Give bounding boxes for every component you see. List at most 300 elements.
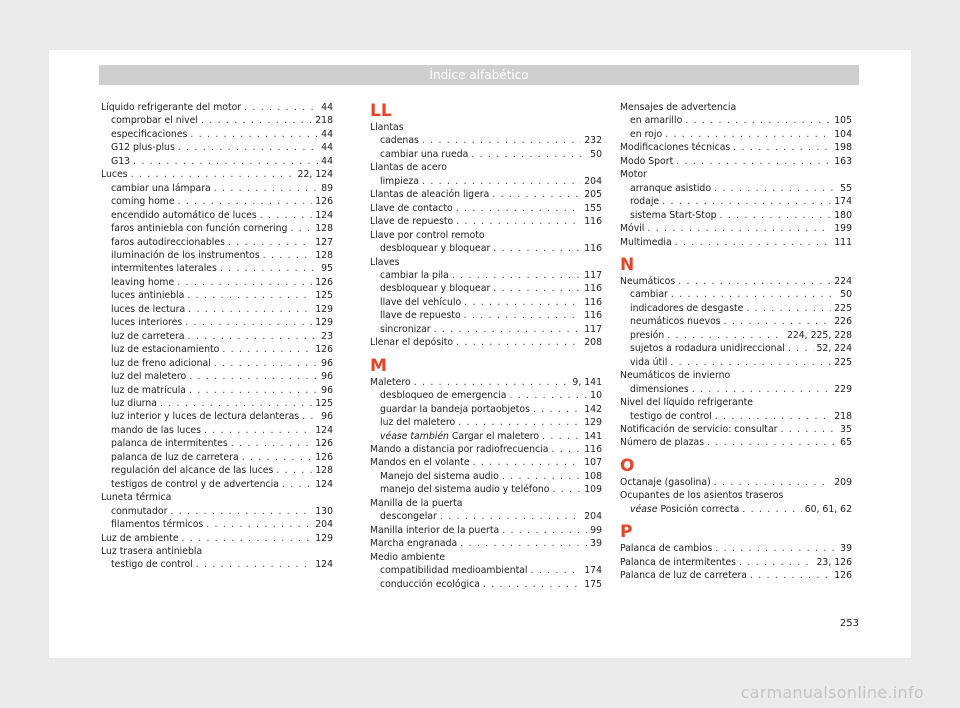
entry-label: Palanca de luz de carretera — [620, 570, 747, 582]
page-reference: 225 — [834, 356, 852, 368]
dot-leader — [220, 262, 318, 275]
entry-label: Maletero — [370, 376, 411, 388]
entry-label: cadenas — [380, 135, 419, 147]
dot-leader — [483, 578, 581, 591]
page-reference: 23 — [321, 330, 333, 342]
index-entry — [620, 275, 852, 288]
entry-label — [630, 503, 739, 516]
section-letter: P — [620, 522, 633, 543]
entry-label: desbloqueo de emergencia — [380, 390, 507, 402]
page-reference: 142 — [584, 403, 602, 415]
page-reference: 99 — [590, 524, 602, 536]
dot-leader — [214, 357, 318, 370]
index-heading: Motor — [620, 169, 647, 181]
dot-leader — [542, 430, 581, 443]
page-reference: 111 — [834, 236, 852, 248]
dot-leader — [473, 456, 582, 469]
dot-leader — [493, 242, 581, 255]
dot-leader — [244, 101, 318, 114]
page-reference: 218 — [315, 115, 333, 127]
dot-leader — [665, 128, 831, 141]
page-reference: 126 — [315, 451, 333, 463]
index-subentry — [370, 175, 602, 188]
entry-label: sujetos a rodadura unidireccional — [630, 343, 785, 355]
entry-label: luz interior y luces de lectura delanteras — [111, 411, 300, 423]
entry-label: luces antiniebla — [111, 290, 185, 302]
entry-label: especificaciones — [111, 128, 188, 140]
dot-leader — [222, 343, 312, 356]
index-entry — [620, 423, 852, 436]
page-reference: 218 — [834, 410, 852, 422]
entry-label: Luces — [101, 169, 128, 181]
entry-text: Cargar el maletero — [451, 430, 540, 442]
page-reference: 10 — [590, 390, 602, 402]
index-subentry — [101, 343, 333, 356]
page-reference: 60, 61, 62 — [804, 503, 852, 515]
entry-label: faros antiniebla con función cornering — [111, 223, 288, 235]
entry-label: luz diurna — [111, 397, 157, 409]
page-reference: 107 — [584, 457, 602, 469]
index-subentry — [620, 114, 852, 127]
entry-label: en amarillo — [630, 115, 683, 127]
entry-text: Posición correcta — [660, 503, 740, 515]
index-column-1 — [101, 101, 333, 572]
index-subentry — [101, 182, 333, 195]
entry-label: conducción ecológica — [380, 578, 480, 590]
index-entry — [620, 222, 852, 235]
index-entry — [370, 188, 602, 201]
entry-label: testigo de control — [630, 410, 712, 422]
page-reference: 204 — [584, 175, 602, 187]
page-reference: 224 — [834, 275, 852, 287]
index-heading: Medio ambiente — [370, 551, 446, 563]
index-subentry — [101, 262, 333, 275]
dot-leader — [464, 296, 581, 309]
dot-leader — [750, 569, 831, 582]
entry-label: Multimedia — [620, 236, 672, 248]
entry-label: manejo del sistema audio y teléfono — [380, 484, 550, 496]
entry-label: testigos de control y de advertencia — [111, 478, 279, 490]
entry-label: Móvil — [620, 223, 645, 235]
entry-label: descongelar — [380, 511, 437, 523]
page-reference: 96 — [321, 357, 333, 369]
dot-leader — [182, 532, 313, 545]
page-reference: 128 — [315, 223, 333, 235]
page-reference: 117 — [584, 323, 602, 335]
entry-label: rodaje — [630, 196, 660, 208]
dot-leader — [724, 315, 832, 328]
index-entry — [370, 376, 602, 389]
entry-label: neumáticos nuevos — [630, 316, 721, 328]
dot-leader — [492, 188, 581, 201]
entry-label: presión — [630, 329, 665, 341]
dot-leader — [552, 483, 581, 496]
dot-leader — [276, 464, 312, 477]
index-subentry — [370, 403, 602, 416]
index-entry — [620, 236, 852, 249]
index-subentry — [370, 282, 602, 295]
page-reference: 175 — [584, 578, 602, 590]
index-subentry — [370, 148, 602, 161]
index-subentry — [620, 329, 852, 342]
entry-label: luz del maletero — [380, 417, 456, 429]
dot-leader — [228, 236, 312, 249]
page-reference: 124 — [315, 478, 333, 490]
index-subentry — [101, 384, 333, 397]
entry-label: Neumáticos — [620, 275, 676, 287]
page-reference: 55 — [840, 182, 852, 194]
index-subentry — [370, 430, 602, 443]
dot-leader — [493, 282, 581, 295]
section-letter: M — [370, 355, 387, 376]
page-reference: 174 — [584, 565, 602, 577]
index-heading: Mensajes de advertencia — [620, 102, 737, 113]
entry-label: luz de estacionamiento — [111, 344, 220, 356]
page-reference: 124 — [315, 209, 333, 221]
page-reference: 126 — [315, 276, 333, 288]
index-entry — [620, 436, 852, 449]
entry-label: G13 — [111, 155, 131, 167]
dot-leader — [178, 141, 318, 154]
dot-leader — [242, 451, 313, 464]
index-subentry — [101, 558, 333, 571]
entry-label: llave de repuesto — [380, 310, 461, 322]
index-subentry — [101, 451, 333, 464]
entry-label: G12 plus-plus — [111, 142, 175, 154]
index-entry — [370, 202, 602, 215]
page-reference: 95 — [321, 263, 333, 275]
page-reference: 124 — [315, 559, 333, 571]
dot-leader — [670, 356, 831, 369]
entry-label: guardar la bandeja portaobjetos — [380, 403, 530, 415]
entry-label: arranque asistido — [630, 182, 712, 194]
dot-leader — [131, 168, 295, 181]
page-reference: 126 — [315, 438, 333, 450]
index-subentry — [370, 269, 602, 282]
dot-leader — [662, 195, 831, 208]
page-reference: 174 — [834, 196, 852, 208]
index-subentry — [370, 416, 602, 429]
page-reference: 129 — [584, 417, 602, 429]
page-reference: 125 — [315, 290, 333, 302]
entry-label: encendido automático de luces — [111, 209, 257, 221]
dot-leader — [742, 503, 801, 516]
index-subentry — [370, 578, 602, 591]
page-reference: 229 — [834, 383, 852, 395]
page-reference: 116 — [584, 443, 602, 455]
dot-leader — [707, 436, 837, 449]
watermark: carmanualsonline.info — [740, 683, 924, 702]
entry-label: Manejo del sistema audio — [380, 470, 499, 482]
dot-leader — [531, 564, 582, 577]
entry-label: en rojo — [630, 128, 663, 140]
entry-label: Llave de contacto — [370, 202, 453, 214]
page-reference: 232 — [584, 135, 602, 147]
page-reference: 44 — [321, 128, 333, 140]
index-heading: Ocupantes de los asientos traseros — [620, 490, 784, 502]
dot-leader — [188, 330, 319, 343]
page-reference: 39 — [840, 543, 852, 555]
entry-label: luz del maletero — [111, 371, 187, 383]
entry-label: Llave de repuesto — [370, 216, 454, 228]
entry-label: cambiar la pila — [380, 269, 449, 281]
page-reference: 209 — [834, 476, 852, 488]
page-reference: 96 — [321, 371, 333, 383]
index-subentry — [620, 128, 852, 141]
dot-leader — [746, 302, 831, 315]
dot-leader — [170, 505, 312, 518]
entry-label: desbloquear y bloquear — [380, 283, 491, 295]
dot-leader — [460, 537, 587, 550]
entry-label: palanca de luz de carretera — [111, 451, 239, 463]
index-subentry — [101, 357, 333, 370]
page-reference: 9, 141 — [572, 376, 602, 388]
index-subentry — [620, 383, 852, 396]
entry-label: Marcha engranada — [370, 538, 458, 550]
dot-leader — [685, 114, 831, 127]
dot-leader — [201, 114, 312, 127]
page-reference: 96 — [321, 411, 333, 423]
dot-leader — [414, 376, 570, 389]
index-entry — [620, 556, 852, 569]
page-reference: 44 — [321, 155, 333, 167]
entry-label: intermitentes laterales — [111, 263, 217, 275]
dot-leader — [675, 236, 832, 249]
dot-leader — [187, 289, 312, 302]
page-reference: 208 — [584, 337, 602, 349]
page-reference: 130 — [315, 505, 333, 517]
entry-label: llave del vehículo — [380, 296, 462, 308]
dot-leader — [714, 182, 837, 195]
entry-label: faros autodireccionables — [111, 236, 225, 248]
entry-label: luz de freno adicional — [111, 357, 211, 369]
index-subentry — [620, 182, 852, 195]
page-header: Índice alfabético — [99, 65, 859, 85]
dot-leader — [692, 383, 832, 396]
page-reference: 126 — [315, 196, 333, 208]
index-subentry — [370, 470, 602, 483]
entry-label: coming home — [111, 196, 175, 208]
page-reference: 226 — [834, 316, 852, 328]
dot-leader — [282, 478, 312, 491]
index-subentry — [620, 315, 852, 328]
dot-leader — [715, 410, 831, 423]
see-also-label: véase también — [380, 430, 449, 442]
dot-leader — [678, 275, 831, 288]
page-reference: 44 — [321, 142, 333, 154]
dot-leader — [133, 155, 318, 168]
index-heading: Llantas — [370, 122, 404, 133]
dot-leader — [647, 222, 831, 235]
index-subentry — [101, 505, 333, 518]
index-heading: Manilla de la puerta — [370, 497, 463, 509]
entry-label: Mando a distancia por radiofrecuencia — [370, 443, 549, 455]
index-subentry — [101, 303, 333, 316]
dot-leader — [189, 370, 318, 383]
index-subentry — [101, 330, 333, 343]
index-heading: Llantas de acero — [370, 162, 447, 174]
entry-label: sincronizar — [380, 323, 431, 335]
index-subentry — [620, 410, 852, 423]
index-entry — [620, 542, 852, 555]
page-reference: 224, 225, 228 — [786, 329, 852, 341]
dot-leader — [302, 410, 318, 423]
dot-leader — [214, 182, 318, 195]
dot-leader — [204, 424, 312, 437]
page-reference: 180 — [834, 209, 852, 221]
index-entry — [370, 336, 602, 349]
index-subentry — [101, 141, 333, 154]
dot-leader — [788, 342, 814, 355]
index-entry — [620, 141, 852, 154]
page-reference: 96 — [321, 384, 333, 396]
entry-label: Notificación de servicio: consultar — [620, 423, 778, 435]
dot-leader — [290, 222, 312, 235]
dot-leader — [676, 155, 831, 168]
page-reference: 117 — [584, 269, 602, 281]
page-reference: 205 — [584, 189, 602, 201]
entry-label: Manilla interior de la puerta — [370, 524, 500, 536]
index-subentry — [101, 478, 333, 491]
index-subentry — [370, 564, 602, 577]
dot-leader — [720, 209, 832, 222]
dot-leader — [434, 323, 582, 336]
dot-leader — [502, 470, 581, 483]
dot-leader — [260, 209, 313, 222]
page-reference: 50 — [590, 148, 602, 160]
page-reference: 125 — [315, 397, 333, 409]
entry-label: Número de plazas — [620, 437, 705, 449]
entry-label: conmutador — [111, 505, 168, 517]
entry-label: Llenar el depósito — [370, 337, 454, 349]
page-reference: 163 — [834, 155, 852, 167]
page-reference: 39 — [590, 538, 602, 550]
index-column-3 — [620, 101, 852, 583]
dot-leader — [190, 128, 318, 141]
dot-leader — [422, 175, 581, 188]
entry-label: leaving home — [111, 276, 175, 288]
index-subentry — [101, 128, 333, 141]
entry-label: limpieza — [380, 175, 420, 187]
index-subentry — [370, 296, 602, 309]
entry-label: cambiar una rueda — [380, 148, 469, 160]
entry-label: sistema Start-Stop — [630, 209, 717, 221]
index-subentry — [370, 389, 602, 402]
index-entry — [101, 101, 333, 114]
dot-leader — [458, 416, 581, 429]
entry-label: luz de carretera — [111, 330, 185, 342]
index-subentry — [101, 424, 333, 437]
page-reference: 128 — [315, 465, 333, 477]
index-subentry — [101, 155, 333, 168]
entry-label: luces interiores — [111, 317, 183, 329]
page-reference: 225 — [834, 302, 852, 314]
dot-leader — [440, 510, 581, 523]
index-entry — [620, 476, 852, 489]
dot-leader — [739, 556, 813, 569]
index-entry — [370, 537, 602, 550]
entry-label: regulación del alcance de las luces — [111, 465, 274, 477]
index-subentry — [101, 518, 333, 531]
index-entry — [101, 532, 333, 545]
dot-leader — [231, 437, 313, 450]
dot-leader — [733, 141, 831, 154]
index-subentry — [101, 209, 333, 222]
entry-label: comprobar el nivel — [111, 115, 198, 127]
dot-leader — [263, 249, 313, 262]
page-reference: 50 — [840, 289, 852, 301]
index-entry — [620, 569, 852, 582]
page-reference: 128 — [315, 249, 333, 261]
see-also-label: véase — [630, 503, 658, 515]
index-subentry — [620, 503, 852, 516]
index-subentry — [101, 236, 333, 249]
index-heading: Llaves — [370, 256, 400, 268]
page-reference: 116 — [584, 243, 602, 255]
entry-label: indicadores de desgaste — [630, 302, 744, 314]
index-heading: Luz trasera antiniebla — [101, 545, 203, 557]
page-reference: 23, 126 — [816, 556, 852, 568]
page-reference: 129 — [315, 532, 333, 544]
entry-label: luz de matrícula — [111, 384, 186, 396]
dot-leader — [464, 309, 582, 322]
page-reference: 198 — [834, 142, 852, 154]
index-subentry — [101, 437, 333, 450]
entry-label: dimensiones — [630, 383, 689, 395]
page-reference: 116 — [584, 283, 602, 295]
dot-leader — [456, 202, 582, 215]
section-letter: N — [620, 254, 635, 275]
index-subentry — [620, 195, 852, 208]
page-reference: 108 — [584, 470, 602, 482]
index-entry — [620, 155, 852, 168]
index-subentry — [101, 289, 333, 302]
entry-label: palanca de intermitentes — [111, 438, 228, 450]
page-reference: 141 — [584, 430, 602, 442]
dot-leader — [502, 524, 587, 537]
page-reference: 204 — [584, 511, 602, 523]
dot-leader — [185, 316, 312, 329]
index-subentry — [370, 242, 602, 255]
page-number: 253 — [839, 618, 859, 629]
page-reference: 105 — [834, 115, 852, 127]
index-entry — [370, 215, 602, 228]
index-subentry — [620, 302, 852, 315]
page-reference: 127 — [315, 236, 333, 248]
dot-leader — [671, 288, 837, 301]
dot-leader — [189, 384, 318, 397]
index-subentry — [101, 222, 333, 235]
index-subentry — [101, 114, 333, 127]
page-reference: 109 — [584, 484, 602, 496]
index-subentry — [101, 249, 333, 262]
index-entry — [370, 456, 602, 469]
index-subentry — [370, 309, 602, 322]
index-subentry — [370, 323, 602, 336]
index-subentry — [370, 510, 602, 523]
page-reference: 52, 224 — [816, 343, 852, 355]
entry-label: Modificaciones técnicas — [620, 142, 731, 154]
dot-leader — [715, 542, 837, 555]
dot-leader — [452, 269, 581, 282]
entry-label: compatibilidad medioambiental — [380, 565, 528, 577]
entry-label: Octanaje (gasolina) — [620, 476, 711, 488]
index-entry — [370, 443, 602, 456]
entry-label: Palanca de cambios — [620, 543, 713, 555]
dot-leader — [471, 148, 587, 161]
index-subentry — [101, 195, 333, 208]
index-column-2 — [370, 101, 602, 591]
